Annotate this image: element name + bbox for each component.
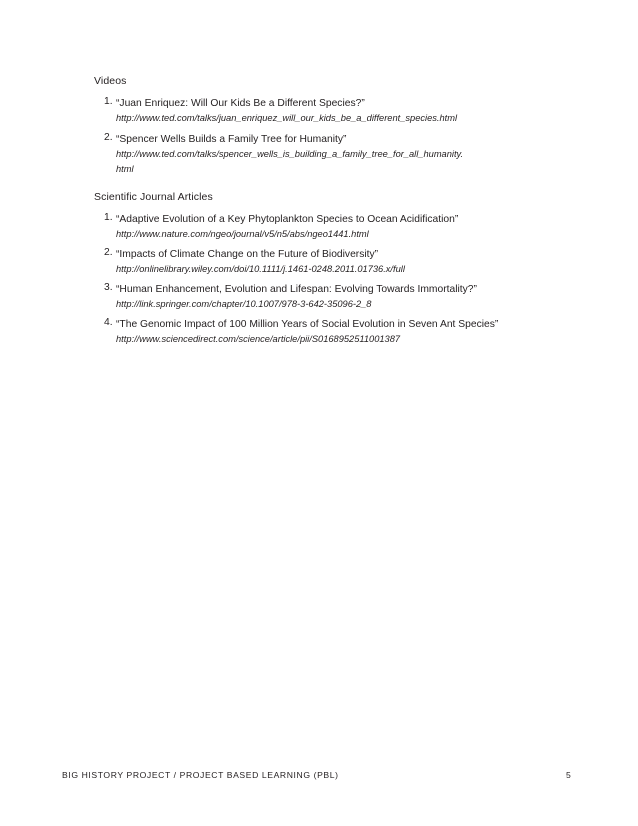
item-link[interactable]: http://www.ted.com/talks/juan_enriquez_will_our_kids_be_a_different_species.html — [116, 113, 458, 123]
list-item — [94, 317, 498, 347]
item-title: “Impacts of Climate Change on the Future of Biodiversity” — [116, 249, 379, 260]
item-title: “Juan Enriquez: Will Our Kids Be a Different Species?” — [116, 98, 365, 109]
item-number: 2. — [104, 247, 113, 258]
item-number: 4. — [104, 317, 113, 328]
list-item — [94, 247, 498, 277]
journal-articles-section — [94, 191, 498, 347]
item-title: “Adaptive Evolution of a Key Phytoplankton Species to Ocean Acidification” — [116, 214, 459, 225]
item-link[interactable]: http://link.springer.com/chapter/10.1007/978-3-642-35096-2_8 — [116, 299, 372, 309]
list-item — [94, 282, 498, 312]
item-link[interactable]: http://www.nature.com/ngeo/journal/v5/n5/abs/ngeo1441.html — [116, 229, 369, 239]
videos-list — [94, 96, 463, 177]
item-title: “Human Enhancement, Evolution and Lifespan: Evolving Towards Immortality?” — [116, 284, 477, 295]
journal-articles-heading: Scientific Journal Articles — [94, 191, 213, 203]
list-item — [94, 132, 463, 177]
item-number: 1. — [104, 212, 113, 223]
footer-title: BIG HISTORY PROJECT / PROJECT BASED LEARNING (PBL) — [62, 770, 339, 780]
item-title: “The Genomic Impact of 100 Million Years of Social Evolution in Seven Ant Species” — [116, 319, 499, 330]
videos-section — [94, 75, 463, 177]
item-link[interactable]: http://www.ted.com/talks/spencer_wells_is_building_a_family_tree_for_all_humanity. — [116, 149, 464, 159]
articles-list — [94, 212, 498, 347]
item-link-continued[interactable]: html — [116, 164, 134, 174]
item-title: “Spencer Wells Builds a Family Tree for Humanity” — [116, 134, 347, 145]
videos-heading: Videos — [94, 75, 127, 87]
item-number: 3. — [104, 282, 113, 293]
item-link[interactable]: http://onlinelibrary.wiley.com/doi/10.1111/j.1461-0248.2011.01736.x/full — [116, 264, 405, 274]
item-number: 1. — [104, 96, 113, 107]
list-item — [94, 212, 498, 242]
list-item — [94, 96, 463, 126]
item-number: 2. — [104, 132, 113, 143]
item-link[interactable]: http://www.sciencedirect.com/science/article/pii/S0168952511001387 — [116, 334, 401, 344]
page-number: 5 — [566, 770, 571, 780]
